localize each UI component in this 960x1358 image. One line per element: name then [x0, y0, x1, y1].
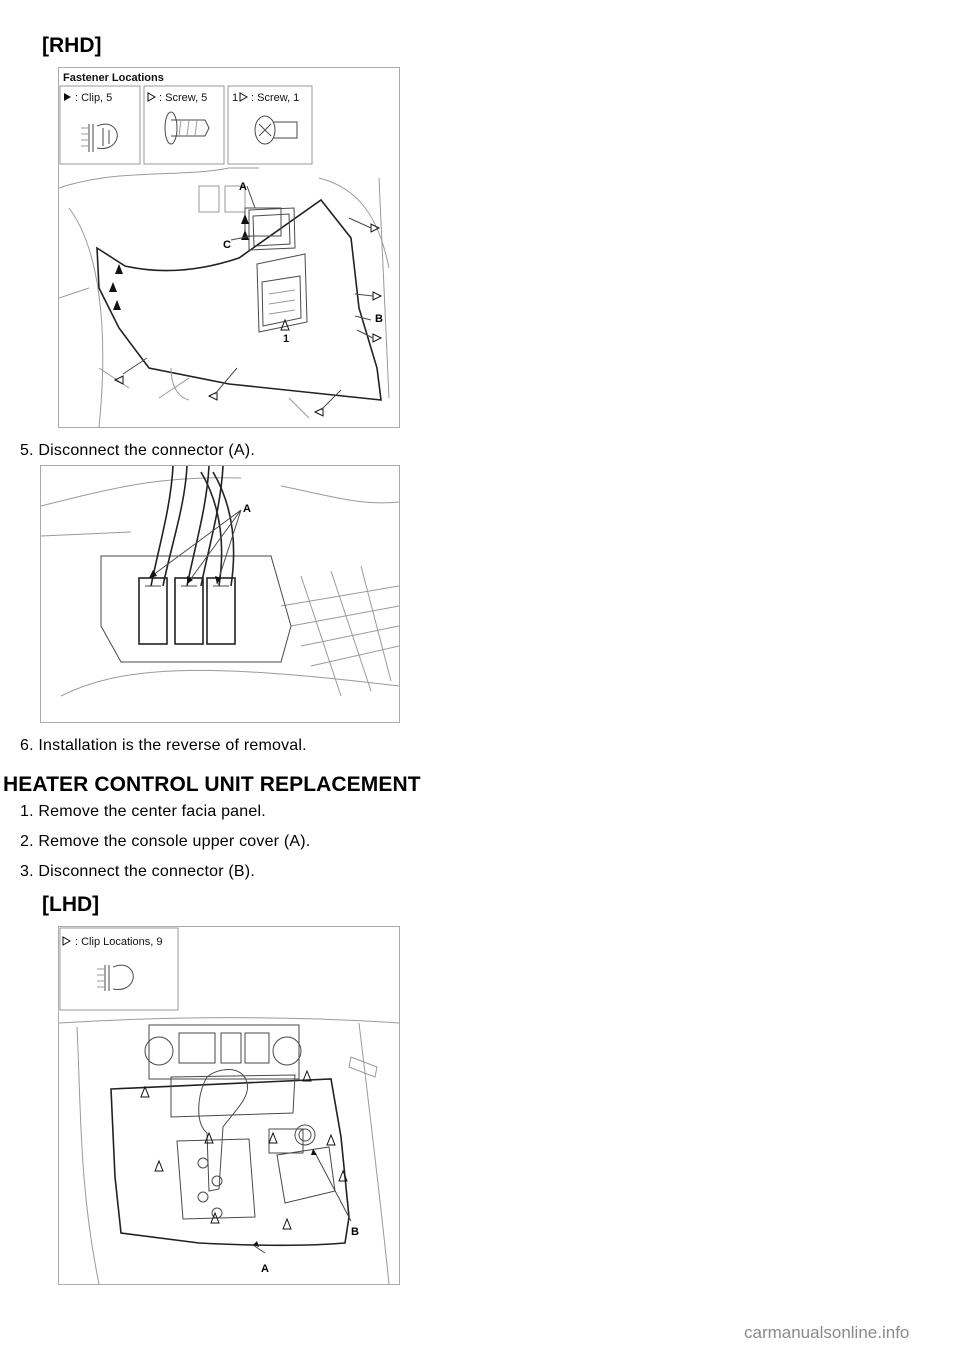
label-a: A: [261, 1263, 269, 1275]
step-5: [20, 442, 255, 460]
label-b: B: [351, 1226, 359, 1238]
legend-screw1-number: 1: [232, 92, 239, 104]
dash-lower-panel-drawing: [59, 168, 389, 427]
step-3: [20, 863, 255, 881]
step-6-number: 6.: [20, 737, 34, 754]
step-1-text: Remove the center facia panel.: [38, 803, 266, 820]
legend-clip-locations: : Clip Locations, 9: [75, 936, 163, 948]
legend-screw1: : Screw, 1: [251, 92, 300, 104]
step-5-number: 5.: [20, 442, 34, 459]
step-1-number: 1.: [20, 803, 34, 820]
step-2-number: 2.: [20, 833, 34, 850]
label-screw-1: 1: [283, 333, 290, 345]
step-2: [20, 833, 310, 851]
screw-drawing-icon: [165, 112, 209, 144]
step-3-number: 3.: [20, 863, 34, 880]
label-a: A: [243, 503, 251, 515]
step-2-text: Remove the console upper cover (A).: [38, 833, 311, 850]
step-3-text: Disconnect the connector (B).: [38, 863, 255, 880]
figure-rhd-fastener-locations: [58, 67, 400, 428]
section-label-lhd: [LHD]: [42, 893, 100, 916]
label-c: C: [223, 239, 231, 251]
screw1-drawing-icon: [255, 116, 297, 144]
screw1-marker-icon: [240, 93, 247, 101]
console-drawing: [59, 1018, 399, 1284]
legend-title: Fastener Locations: [63, 72, 164, 84]
label-a: A: [239, 181, 247, 193]
section-heading: HEATER CONTROL UNIT REPLACEMENT: [3, 773, 421, 796]
step-6: [20, 737, 307, 755]
clip-drawing-icon: [81, 124, 117, 152]
legend-clip: : Clip, 5: [75, 92, 113, 104]
screw-marker-icon: [148, 93, 155, 101]
watermark: carmanualsonline.info: [744, 1323, 910, 1342]
step-5-text: Disconnect the connector (A).: [38, 442, 255, 459]
figure-connector: [40, 465, 400, 723]
step-1: [20, 803, 266, 821]
label-b: B: [375, 313, 383, 325]
figure-lhd-clip-locations: [58, 926, 400, 1285]
clip-marker-icon: [64, 93, 71, 101]
clip-drawing-icon: [97, 965, 133, 991]
step-6-text: Installation is the reverse of removal.: [38, 737, 307, 754]
legend-screw: : Screw, 5: [159, 92, 208, 104]
clip-marker-icon: [63, 937, 70, 945]
connector-drawing: [41, 466, 399, 696]
section-label-rhd: [RHD]: [42, 34, 102, 57]
